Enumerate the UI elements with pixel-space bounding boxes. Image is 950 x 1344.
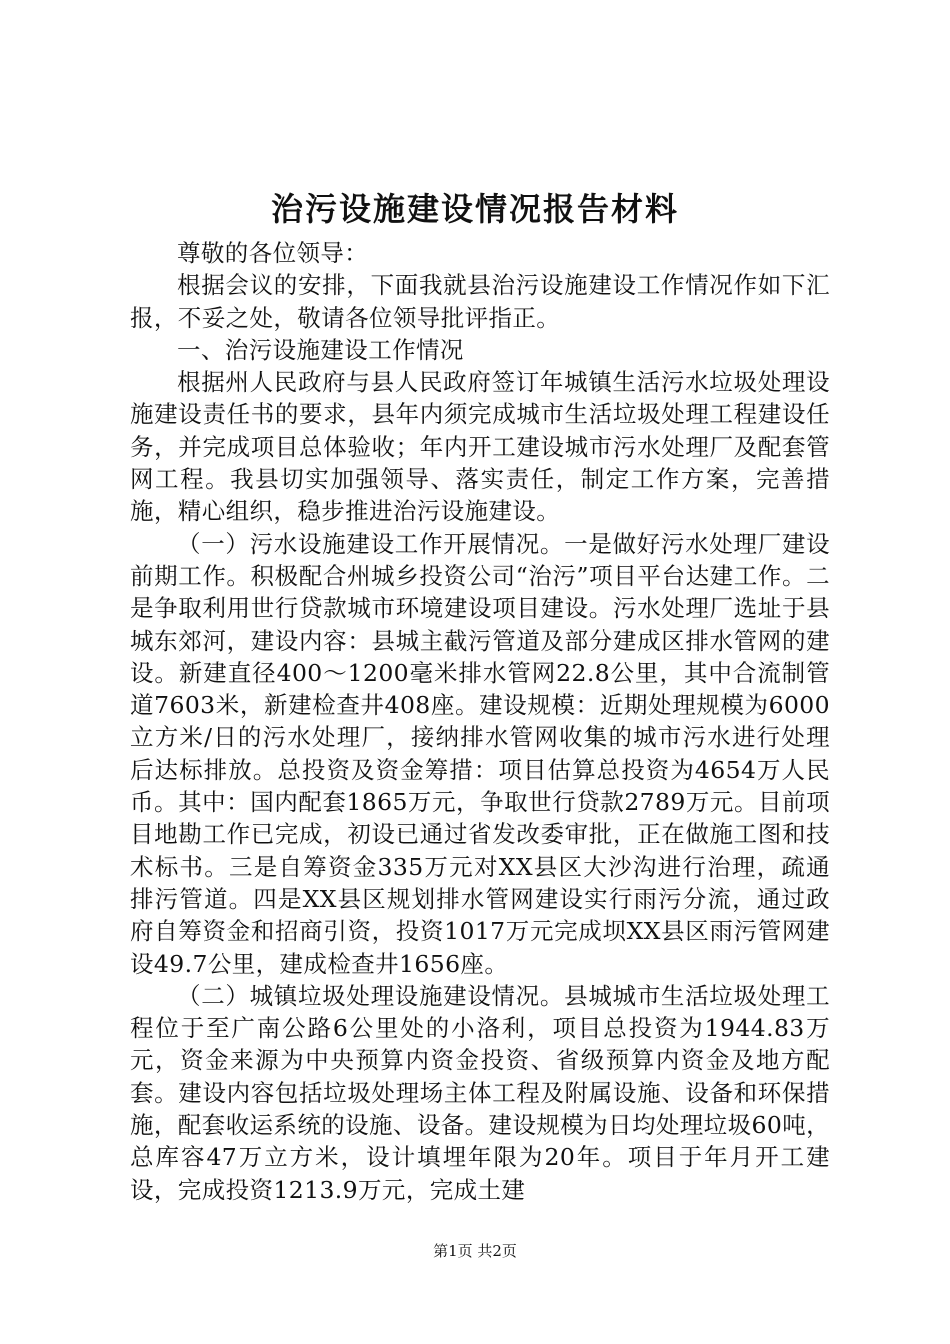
page-number-footer: 第1页 共2页: [433, 1242, 517, 1260]
body-paragraph: 根据州人民政府与县人民政府签订年城镇生活污水垃圾处理设施建设责任书的要求，县年内须完成城市生活垃圾处理工程建设任务，并完成项目总体验收；年内开工建设城市污水处理厂及配套管网工程。我县切实加强领导、落实责任，制定工作方案，完善措施，精心组织，稳步推进治污设施建设。: [130, 368, 830, 526]
body-paragraph: （一）污水设施建设工作开展情况。一是做好污水处理厂建设前期工作。积极配合州城乡投资公司“治污”项目平台达建工作。二是争取利用世行贷款城市环境建设项目建设。污水处理厂选址于县城东郊河，建设内容：县城主截污管道及部分建成区排水管网的建设。新建直径400～1200毫米排水管网22.8公里，其中合流制管道7603米，新建检查井408座。建设规模：近期处理规模为6000立方米/日的污水处理厂，接纳排水管网收集的城市污水进行处理后达标排放。总投资及资金筹措：项目估算总投资为4654万人民币。其中：国内配套1865万元，争取世行贷款2789万元。目前项目地勘工作已完成，初设已通过省发改委审批，正在做施工图和技术标书。三是自筹资金335万元对XX县区大沙沟进行治理，疏通排污管道。四是XX县区规划排水管网建设实行雨污分流，通过政府自筹资金和招商引资，投资1017万元完成坝XX县区雨污管网建设49.7公里，建成检查井1656座。: [130, 529, 830, 978]
intro-paragraph: 根据会议的安排，下面我就县治污设施建设工作情况作如下汇报，不妥之处，敬请各位领导批评指正。: [130, 271, 830, 332]
salutation-paragraph: 尊敬的各位领导：: [177, 239, 369, 267]
section-heading: 一、治污设施建设工作情况: [177, 335, 464, 364]
document-title: 治污设施建设情况报告材料: [270, 190, 679, 228]
document-body: [130, 237, 830, 1206]
body-paragraph: （二）城镇垃圾处理设施建设情况。县城城市生活垃圾处理工程位于至广南公路6公里处的小洛利，项目总投资为1944.83万元，资金来源为中央预算内资金投资、省级预算内资金及地方配套。建设内容包括垃圾处理场主体工程及附属设施、设备和环保措施，配套收运系统的设施、设备。建设规模为日均处理垃圾60吨，总库容47万立方米，设计填埋年限为20年。项目于年月开工建设，完成投资1213.9万元，完成土建: [130, 981, 830, 1204]
